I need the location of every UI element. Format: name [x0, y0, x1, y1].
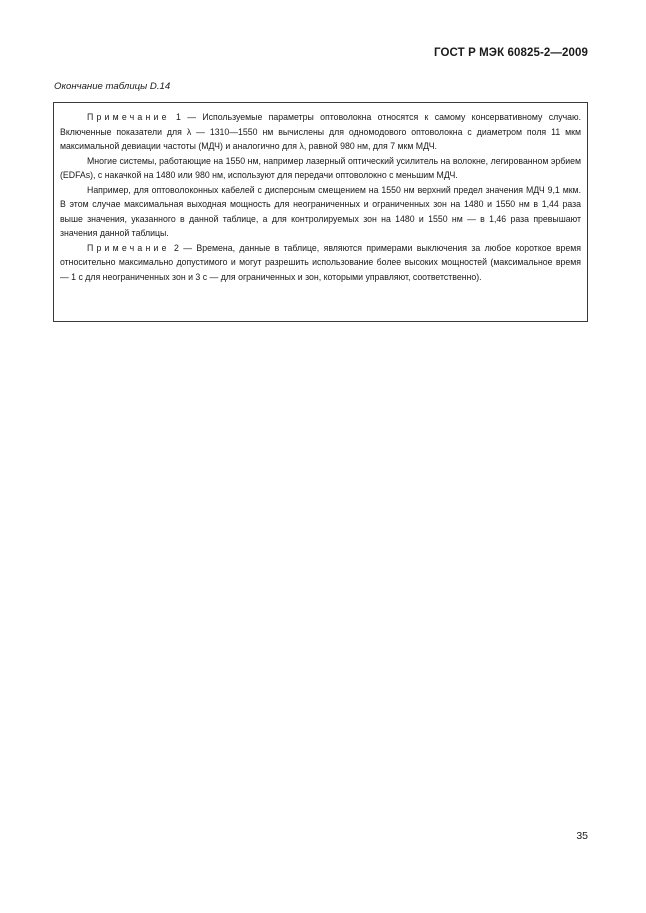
note-paragraph-systems: Многие системы, работающие на 1550 нм, например лазерный оптический усилитель на волокне, легированном эрбием (EDFAs), с накачкой на 1480 или 980 нм, используют для передачи оптоволокно с меньшим МДЧ. — [60, 155, 581, 180]
page-number: 35 — [576, 830, 588, 842]
note-2-text: 2 — Времена, данные в таблице, являются примерами выключения за любое короткое время относительно максимально допустимого и могут разрешить использование более высоких мощностей (максимальное время — 1 с для неограниченных зон и 3 с — для ограниченных и зон, которыми управляют, соответственно). — [60, 242, 581, 282]
table-continuation-caption: Окончание таблицы D.14 — [54, 81, 171, 92]
note-paragraph-example: Например, для оптоволоконных кабелей с дисперсным смещением на 1550 нм верхний предел значения МДЧ 9,1 мкм. В этом случае максимальная выходная мощность для неограниченных и ограниченных зон на 1480 и 1550 нм в 1,44 раза выше значения, указанного в данной таблице, а для контролируемых зон на 1480 и 1550 нм — в 1,46 раза превышают значения данной таблицы. — [60, 184, 581, 238]
note-2-paragraph — [60, 241, 581, 285]
note-1-text: 1 — Используемые параметры оптоволокна относятся к самому консервативному случаю. Включенные показатели для λ — 1310—1550 нм вычислены для одномодового оптоволокна с диаметром поля 11 мкм максимальной девиации частоты (МДЧ) и аналогично для λ, равной 980 нм, для 7 мкм МДЧ. — [60, 112, 581, 151]
standard-id-header: ГОСТ Р МЭК 60825-2—2009 — [434, 47, 588, 59]
notes-box — [53, 102, 588, 322]
note-1-label: Примечание — [87, 112, 170, 122]
note-1-paragraph — [60, 110, 581, 154]
note-2-label: Примечание — [87, 242, 170, 253]
